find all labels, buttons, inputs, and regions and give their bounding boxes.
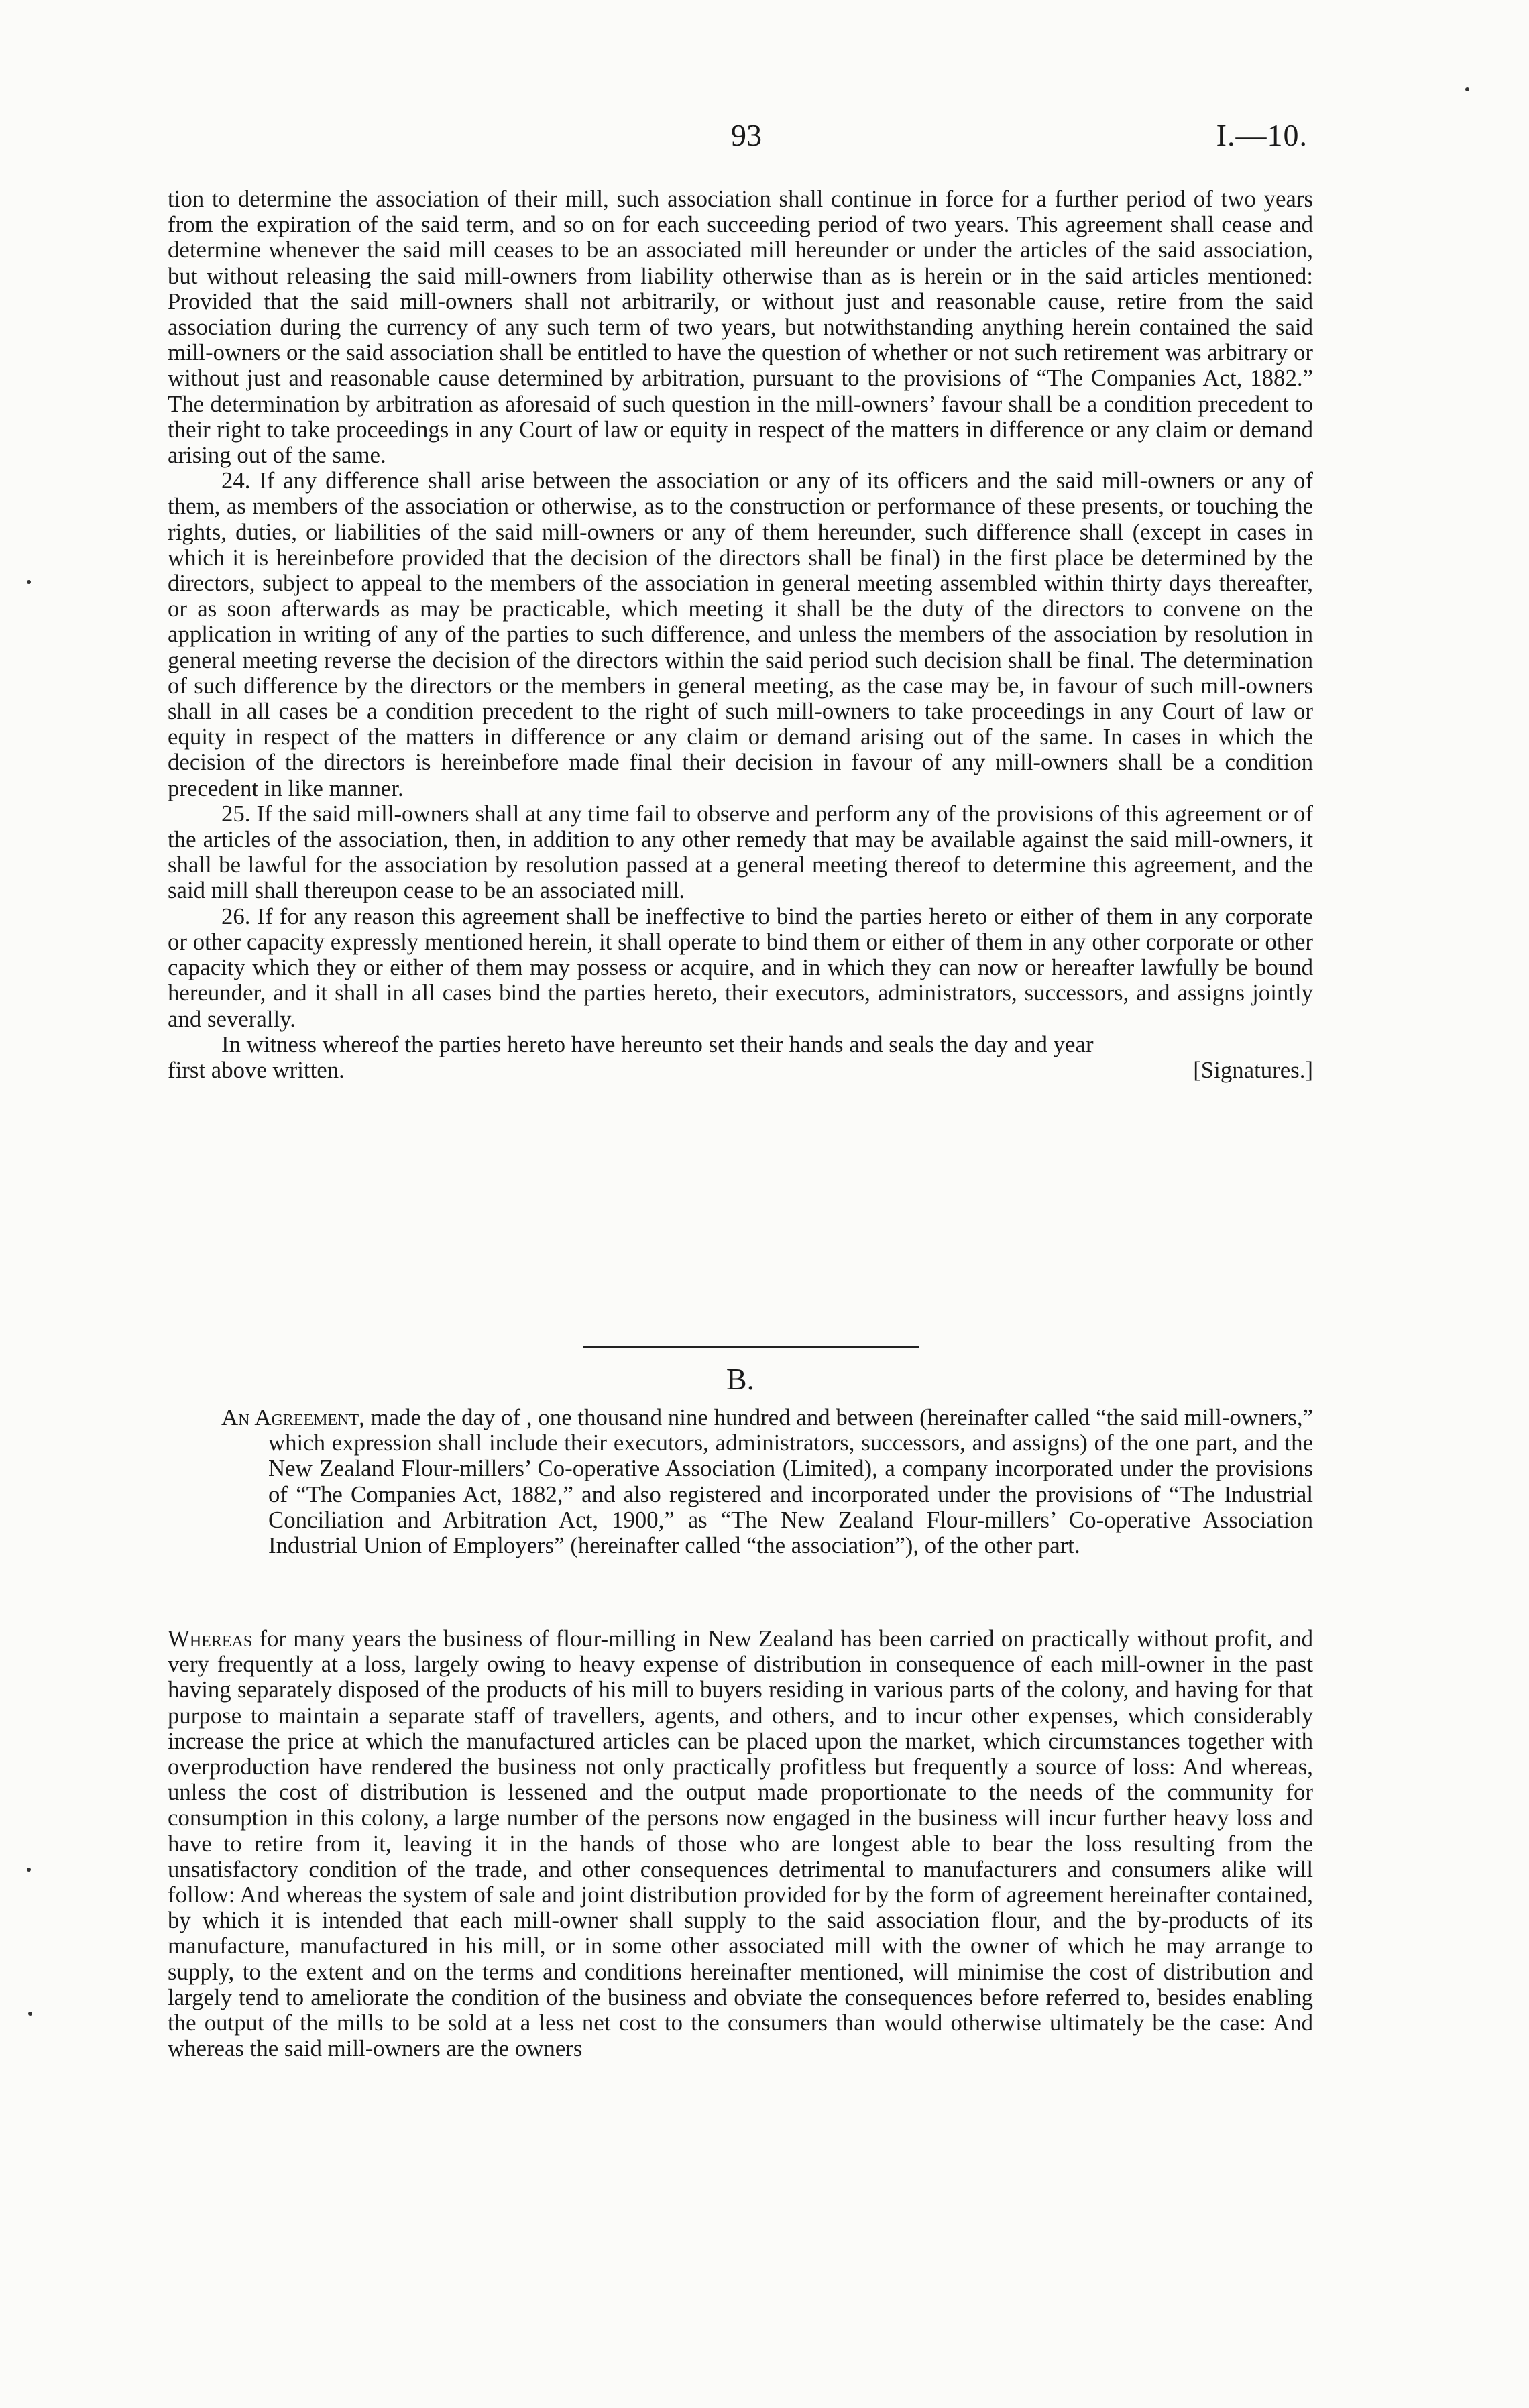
margin-mark: [27, 580, 31, 584]
whereas-lead: Whereas: [168, 1625, 253, 1652]
agreement-body: [168, 186, 1313, 1083]
continuation-paragraph: tion to determine the association of their mill, such association shall continue in force for a further period of two years from the expiration of the said term, and so on for each succeeding period of two years. This agreement shall cease and determine whenever the said mill ceases to be an associated mill hereunder or under the articles of the said association, but without releasing the said mill-owners from liability otherwise than as is herein or in the said articles mentioned: Provided that the said mill-owners shall not arbitrarily, or without just and reasonable cause, retire from the said association during the currency of any such term of two years, but notwithstanding anything herein contained the said mill-owners or the said association shall be entitled to have the question of whether or not such retirement was arbitrary or without just and reasonable cause determined by arbitration, pursuant to the provisions of “The Companies Act, 1882.” The determination by arbitration as aforesaid of such question in the mill-owners’ favour shall be a condition precedent to their right to take proceedings in any Court of law or equity in respect of the matters in difference or any claim or demand arising out of the same.: [168, 186, 1313, 469]
parliamentary-reference: I.—10.: [1216, 118, 1308, 152]
recitals: [168, 1626, 1313, 2061]
whereas-text: for many years the business of flour-milling in New Zealand has been carried on practically without profit, and very frequently at a loss, largely owing to heavy expense of distribution in consequence of each mill-owner in the past having separately disposed of the products of his mill to buyers residing in various parts of the colony, and having for that purpose to maintain a separate staff of travellers, agents, and others, and to incur other expenses, which considerably increase the price at which the manufactured articles can be placed upon the market, which circumstances together with overproduction have rendered the business not only practically profitless but frequently a source of loss: And whereas, unless the cost of distribution is lessened and the output made proportionate to the needs of the community for consumption in this colony, a large number of the persons now engaged in the business will incur further heavy loss and have to retire from it, leaving it in the hands of those who are longest able to bear the loss resulting from the unsatisfactory condition of the trade, and other consequences detrimental to manufacturers and consumers alike will follow: And whereas the system of sale and joint distribution provided for by the form of agreement hereinafter contained, by which it is intended that each mill-owner shall supply to the said association flour, and the by-products of its manufacture, manufactured in his mill, or in some other associated mill with the owner of which he may arrange to supply, to the extent and on the terms and conditions hereinafter mentioned, will minimise the cost of distribution and largely tend to ameliorate the condition of the business and obviate the consequences before referred to, besides enabling the output of the mills to be sold at a less net cost to the consumers than would otherwise ultimately be the case: And whereas the said mill-owners are the owners: [168, 1625, 1313, 2062]
witness-closing-text: first above written.: [168, 1056, 345, 1083]
section-divider: [583, 1346, 919, 1348]
margin-mark: [27, 1868, 31, 1872]
section-b-heading: B.: [726, 1362, 755, 1396]
agreement-text: made the day of , one thousand nine hundred and between (hereinafter called “the said mill-owners,” which expression shall include their executors, administrators, successors, and assigns) of the one part, and the New Zealand Flour-millers’ Co-operative Association (Limited), a company incorporated under the provisions of “The Companies Act, 1882,” and also registered and incorporated under the provisions of “The Industrial Conciliation and Arbitration Act, 1900,” as “The New Zealand Flour-millers’ Co-operative Association Industrial Union of Employers” (hereinafter called “the association”), of the other part.: [268, 1404, 1313, 1559]
page-number: 93: [731, 118, 762, 152]
page-header: [168, 117, 1308, 164]
margin-mark: [1465, 87, 1469, 91]
clause-26: 26. If for any reason this agreement shall be ineffective to bind the parties hereto or either of them in any corporate or other capacity expressly mentioned herein, it shall operate to bind them or either of them in any other corporate or other capacity which they or either of them may possess or acquire, and in which they can now or hereafter lawfully be bound hereunder, and it shall in all cases bind the parties hereto, their executors, administrators, successors, and assigns jointly and severally.: [168, 903, 1313, 1032]
signatures-placeholder: [Signatures.]: [1193, 1056, 1313, 1083]
agreement-paragraph: [221, 1405, 1313, 1558]
witness-closing-line: [168, 1057, 1313, 1083]
agreement-preamble: [221, 1405, 1313, 1558]
agreement-lead: An Agreement,: [221, 1404, 365, 1430]
clause-24: 24. If any difference shall arise between the association or any of its officers and the said mill-owners or any of them, as members of the association or otherwise, as to the construction or performance of these presents, or touching the rights, duties, or liabilities of the said mill-owners or any of them hereunder, such difference shall (except in cases in which it is hereinbefore provided that the decision of the directors shall be final) in the first place be determined by the directors, subject to appeal to the members of the association in general meeting assembled within thirty days thereafter, or as soon afterwards as may be practicable, which meeting it shall be the duty of the directors to convene on the application in writing of any of the parties to such difference, and unless the members of the association by resolution in general meeting reverse the decision of the directors within the said period such decision shall be final. The determination of such difference by the directors or the members in general meeting, as the case may be, in favour of such mill-owners shall in all cases be a condition precedent to the right of such mill-owners to take proceedings in any Court of law or equity in respect of the matters in difference or any claim or demand arising out of the same. In cases in which the decision of the directors is hereinbefore made final their decision in favour of any mill-owners shall be a condition precedent in like manner.: [168, 467, 1313, 801]
margin-mark: [28, 2012, 32, 2016]
clause-25: 25. If the said mill-owners shall at any time fail to observe and perform any of the provisions of this agreement or of the articles of the association, then, in addition to any other remedy that may be available against the said mill-owners, it shall be lawful for the association by resolution passed at a general meeting thereof to determine this agreement, and the said mill shall thereupon cease to be an associated mill.: [168, 800, 1313, 904]
witness-clause: In witness whereof the parties hereto have hereunto set their hands and seals the day and year: [221, 1031, 1094, 1057]
whereas-paragraph: [168, 1626, 1313, 2061]
